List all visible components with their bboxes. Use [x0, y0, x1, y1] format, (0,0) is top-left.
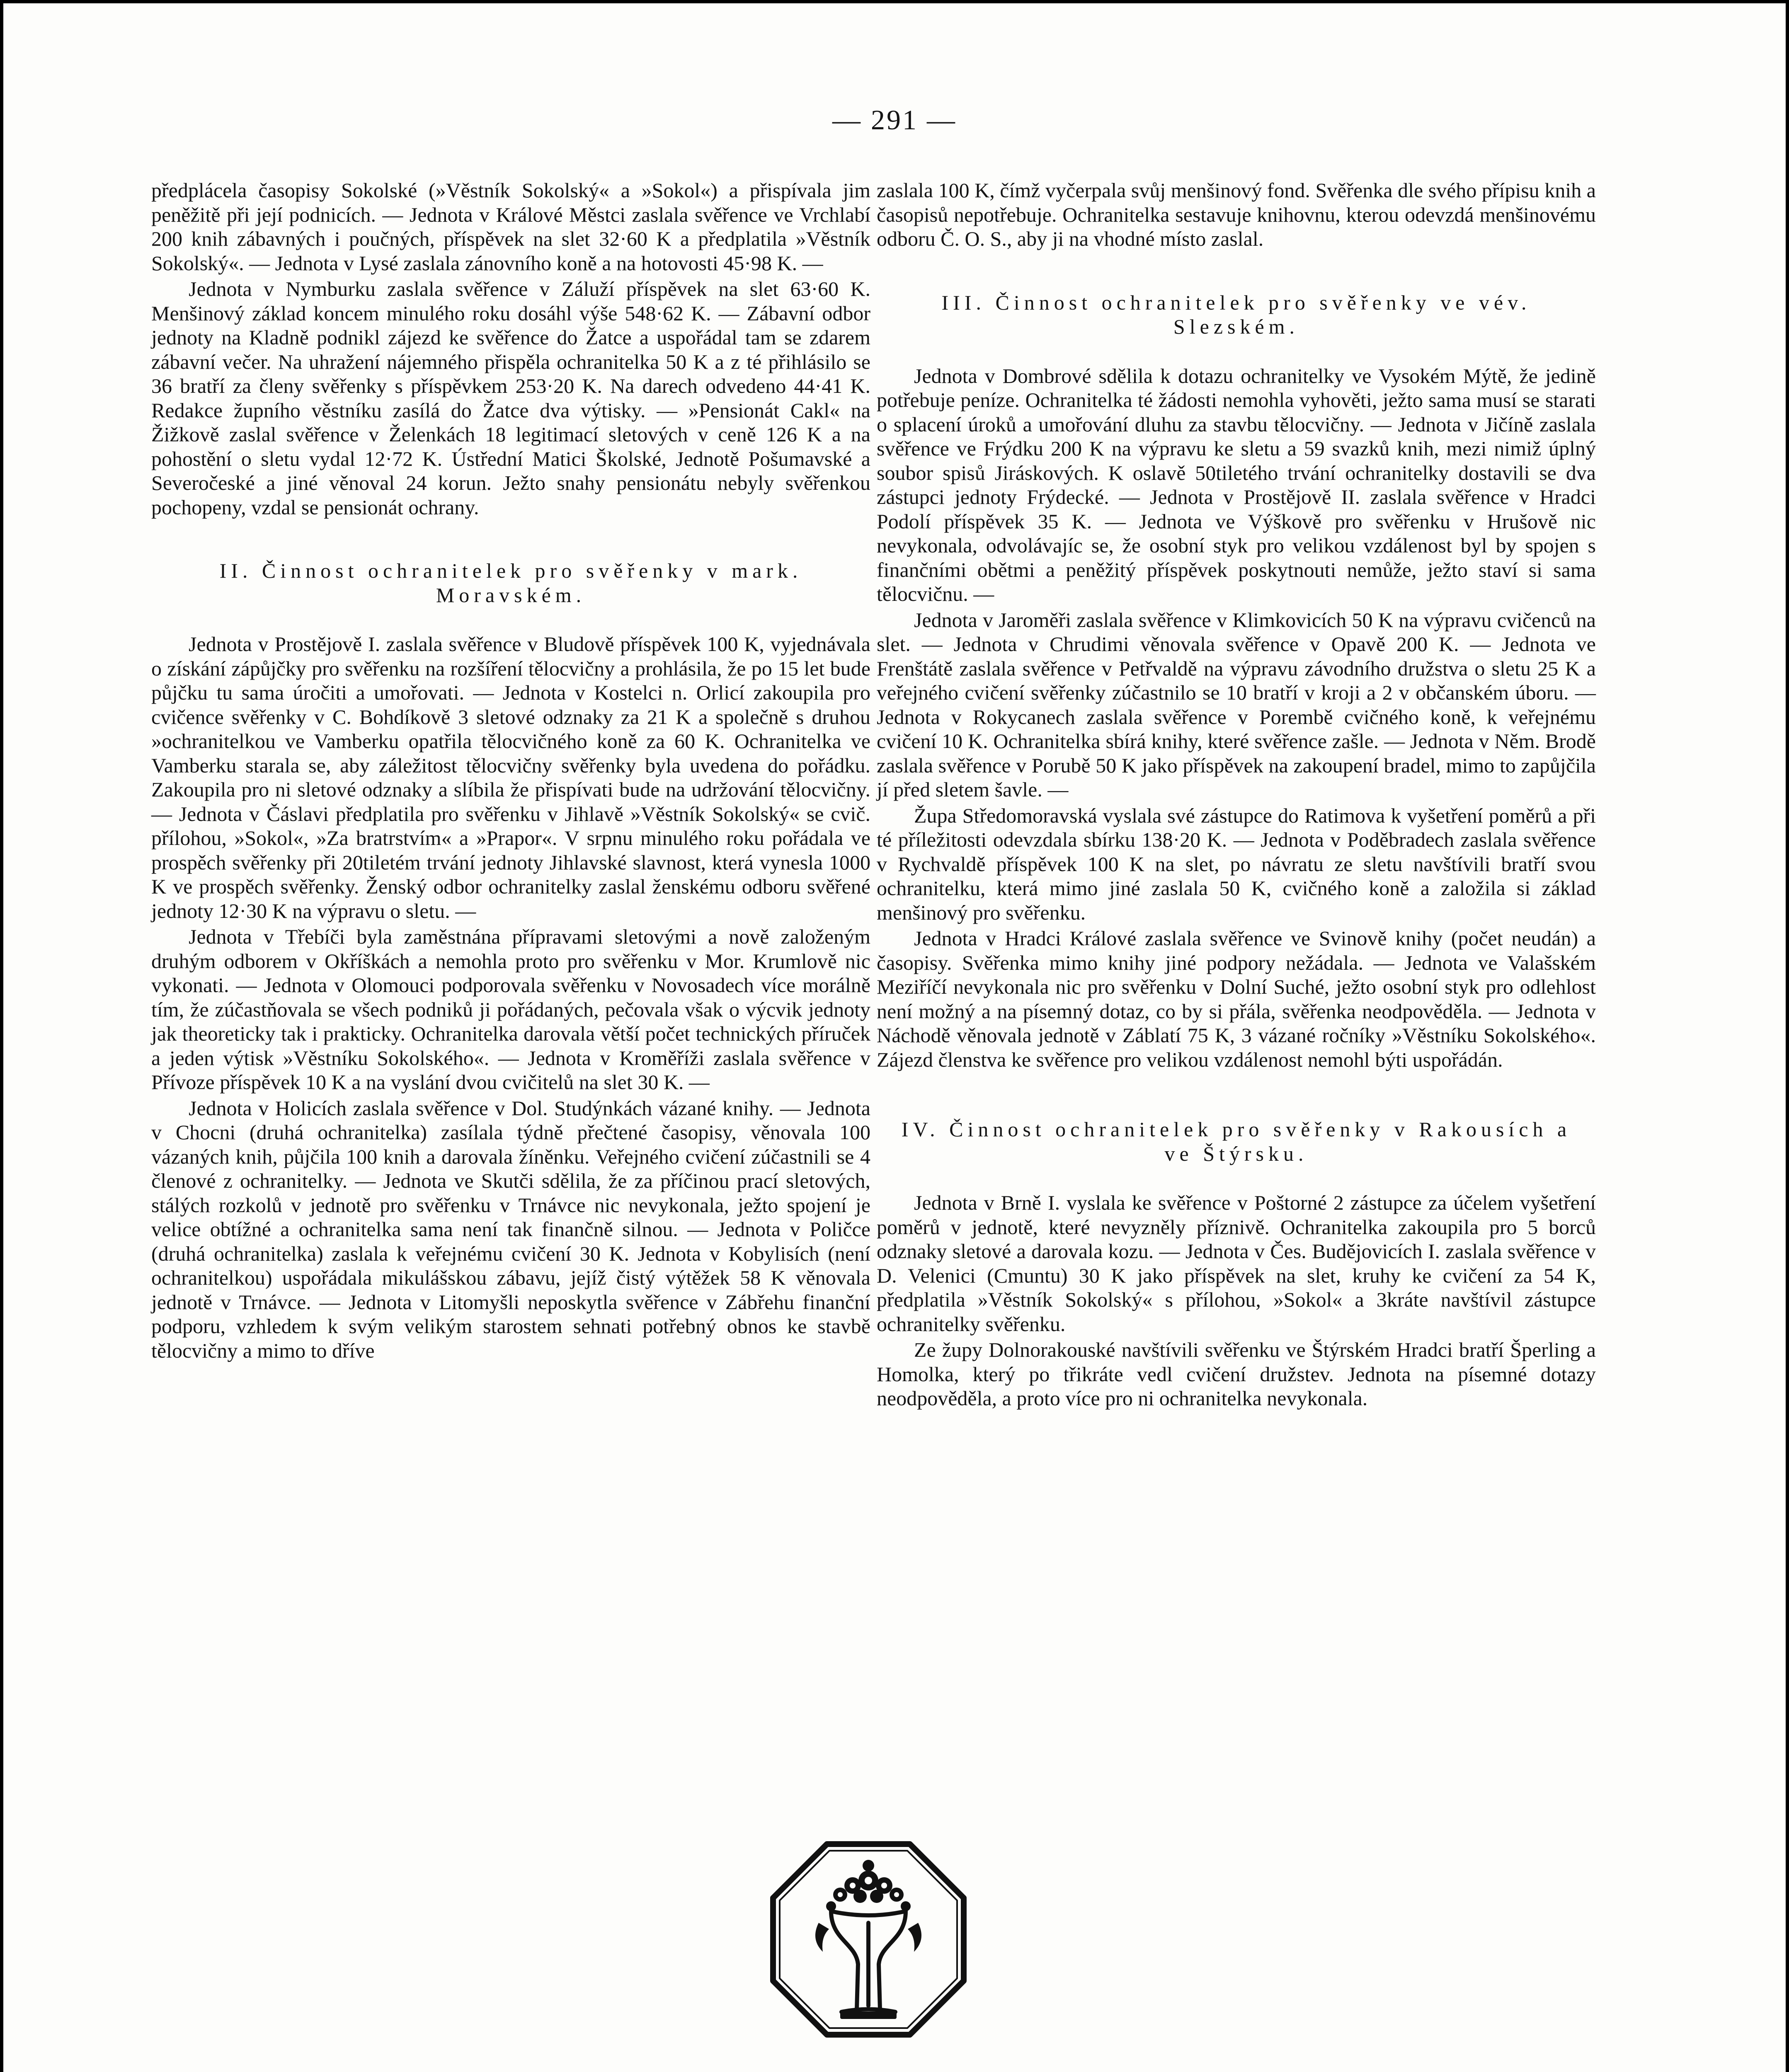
paragraph: Jednota v Jaroměři zaslala svěřence v Klimkovicích 50 K na výpravu cvičenců na slet. — Jednota v Chrudimi věnovala svěřence v Opavě 200 K. — Jednota ve Frenštátě zaslala svěřence v Petřvaldě na výpravu závodního družstva o sletu 25 K a veřejného cvičení svěřenky zúčastnilo se 10 bratří v kroji a 2 v občanském úboru. — Jednota v Rokycanech zaslala svěřence v Porembě cvičného koně, k veřejnému cvičení 10 K. Ochranitelka sbírá knihy, které svěřence zašle. — Jednota v Něm. Brodě zaslala svěřence v Porubě 50 K jako příspěvek na zakoupení bradel, mimo to zapůjčila jí před sletem šavle. —	[877, 608, 1596, 801]
right-column	[877, 178, 1596, 1411]
paragraph: Župa Středomoravská vyslala své zástupce do Ratimova k vyšetření poměrů a při té příležitosti odevzdala sbírku 138·20 K. — Jednota v Poděbradech zaslala svěřence v Rychvaldě příspěvek 100 K na slet, po návratu ze sletu navštívili bratří svou ochranitelku, která mimo jiné zaslala 50 K, cvičného koně a založila si základ menšinový pro svěřenku.	[877, 804, 1596, 924]
left-column	[151, 178, 870, 1363]
paragraph: Jednota v Brně I. vyslala ke svěřence v Poštorné 2 zástupce za účelem vyšetření poměrů v jednotě, které nevyzněly příznivě. Ochranitelka zakoupila pro 5 borců odznaky sletové a darovala kozu. — Jednota v Čes. Budějovicích I. zaslala svěřence v D. Velenici (Cmuntu) 30 K jako příspěvek na slet, kruhy ke cvičení za 54 K, předplatila »Věstník Sokolský« s přílohou, »Sokol« a 3kráte navštívil zástupce ochranitelky svěřenku.	[877, 1191, 1596, 1336]
vase-ornament-icon	[769, 1840, 968, 2039]
page-number: — 291 —	[832, 104, 957, 136]
paragraph: Jednota v Nymburku zaslala svěřence v Záluží příspěvek na slet 63·60 K. Menšinový základ koncem minulého roku dosáhl výše 548·62 K. — Zábavní odbor jednoty na Kladně podnikl zájezd ke svěřence do Žatce a uspořádal tam se zdarem zábavní večer. Na uhražení nájemného přispěla ochranitelka 50 K a z té přihlásilo se 36 bratří za členy svěřenky s příspěvkem 253·20 K. Na darech odvedeno 44·41 K. Redakce župního věstníku zasílá do Žatce dva výtisky. — »Pensionát Cakl« na Žižkově zaslal svěřence v Želenkách 18 legitimací sletových v ceně 126 K a na pohostění o sletu vydal 12·72 K. Ústřední Matici Školské, Jednotě Pošumavské a Severočeské a jiné věnoval 24 korun. Ježto snahy pensionátu nebyly svěřenkou pochopeny, vzdal se pensionát ochrany.	[151, 277, 870, 519]
paragraph: Jednota v Prostějově I. zaslala svěřence v Bludově příspěvek 100 K, vyjednávala o získání zápůjčky pro svěřenku na rozšíření tělocvičny a prohlásila, že po 15 let bude půjčku tu sama úročiti a umořovati. — Jednota v Kostelci n. Orlicí zakoupila pro cvičence svěřenky v C. Bohdíkově 3 sletové odznaky za 21 K a společně s druhou »ochranitelkou ve Vamberku opatřila tělocvičného koně za 60 K. Ochranitelka ve Vamberku starala se, aby záležitost tělocvičny svěřenky byla uvedena do pořádku. Zakoupila pro ni sletové odznaky a slíbila že přispívati bude na udržování tělocvičny. — Jednota v Čáslavi předplatila pro svěřenku v Jihlavě »Věstník Sokolský« se cvič. přílohou, »Sokol«, »Za bratrstvím« a »Prapor«. V srpnu minulého roku pořádala ve prospěch svěřenky při 20tiletém trvání jednoty Jihlavské slavnost, která vynesla 1000 K ve prospěch svěřenky. Ženský odbor ochranitelky zaslal ženskému odboru svěřené jednoty 12·30 K na výpravu o sletu. —	[151, 632, 870, 922]
paragraph: Jednota v Holicích zaslala svěřence v Dol. Studýnkách vázané knihy. — Jednota v Chocni (druhá ochranitelka) zasílala týdně přečtené časopisy, věnovala 100 vázaných knih, půjčila 100 knih a darovala žíněnku. Veřejného cvičení zúčastnili se 4 členové z ochranitelky. — Jednota ve Skutči sdělila, že za příčinou prací sletových, stálých rozkolů v jednotě pro svěřenku v Trnávce nic nevykonala, ježto spojení je velice obtížné a ochranitelka sama není tak finančně silnou. — Jednota v Poličce (druhá ochranitelka) zaslala k veřejnému cvičení 30 K. Jednota v Kobylisích (není ochranitelkou) uspořádala mikulášskou zábavu, jejíž čistý výtěžek 58 K věnovala jednotě v Trnávce. — Jednota v Litomyšli neposkytla svěřence v Zábřehu finanční podporu, vzhledem k svým velikým starostem sehnati potřebný obnos ke stavbě tělocvičny a mimo to dříve	[151, 1096, 870, 1362]
paragraph: zaslala 100 K, čímž vyčerpala svůj menšinový fond. Svěřenka dle svého přípisu knih a časopisů nepotřebuje. Ochranitelka sestavuje knihovnu, kterou odevzdá menšinovému odboru Č. O. S., aby ji na vhodné místo zaslal.	[877, 179, 1596, 250]
paragraph: Jednota v Dombrové sdělila k dotazu ochranitelky ve Vysokém Mýtě, že jedině potřebuje peníze. Ochranitelka té žádosti nemohla vyhověti, ježto sama musí se starati o splacení úroků a umořování dluhu za stavbu tělocvičny. — Jednota v Jičíně zaslala svěřence ve Frýdku 200 K na výpravu ke sletu a 59 svazků knih, mezi nimiž úplný soubor spisů Jiráskových. K oslavě 50tiletého trvání ochranitelky dostavili se dva zástupci jednoty Frýdecké. — Jednota v Prostějově II. zaslala svěřence v Hradci Podolí příspěvek 35 K. — Jednota ve Výškově pro svěřenku v Hrušově nic nevykonala, odvolávajíc se, že osobní styk pro velikou vzdálenost byl by spojen s finančními obětmi a peněžitý příspěvek poskytnouti nemůže, ježto staví si sama tělocvičnu. —	[877, 364, 1596, 605]
section-heading-moravia: II. Činnost ochranitelek pro svěřenky v mark. Moravském.	[219, 559, 802, 607]
section-heading-silesia: III. Činnost ochranitelek pro svěřenky ve vév. Slezském.	[941, 290, 1531, 338]
section-heading-austria: IV. Činnost ochranitelek pro svěřenky v Rakousích a ve Štýrsku.	[901, 1118, 1571, 1165]
paragraph: předplácela časopisy Sokolské (»Věstník Sokolský« a »Sokol«) a přispívala jim peněžitě při její podnicích. — Jednota v Králové Městci zaslala svěřence ve Vrchlabí 200 knih zábavných i poučných, příspěvek na slet 32·60 K a předplatila »Věstník Sokolský«. — Jednota v Lysé zaslala zánovního koně a na hotovosti 45·98 K. —	[151, 179, 870, 275]
paragraph: Jednota v Třebíči byla zaměstnána přípravami sletovými a nově založeným druhým odborem v Okříškách a nemohla proto pro svěřenku v Mor. Krumlově nic vykonati. — Jednota v Olomouci podporovala svěřenku v Novosadech více morálně tím, že zúčastňovala se všech podniků ji pořádaných, pečovala však o výcvik jednoty jak theoreticky tak i prakticky. Ochranitelka darovala větší počet technických příruček a jeden výtisk »Věstníku Sokolského«. — Jednota v Kroměříži zaslala svěřence v Přívoze příspěvek 10 K a na vyslání dvou cvičitelů na slet 30 K. —	[151, 925, 870, 1094]
paragraph: Ze župy Dolnorakouské navštívili svěřenku ve Štýrském Hradci bratří Šperling a Homolka, který po třikráte vedl cvičení družstev. Jednota na písemné dotazy neodpověděla, a proto více pro ni ochranitelka nevykonala.	[877, 1338, 1596, 1410]
paragraph: Jednota v Hradci Králové zaslala svěřence ve Svinově knihy (počet neudán) a časopisy. Svěřenka mimo knihy jiné podpory nežádala. — Jednota ve Valašském Meziříčí nevykonala nic pro svěřenku v Dolní Suché, ježto osobní styk pro odlehlost není možný a na písemný dotaz, co by si přála, svěřenka neodpověděla. — Jednota v Náchodě věnovala jednotě v Záblatí 75 K, 3 vázané ročníky »Věstníku Sokolského«. Zájezd členstva ke svěřence pro velikou vzdálenost nemohl býti uspořádán.	[877, 927, 1596, 1071]
